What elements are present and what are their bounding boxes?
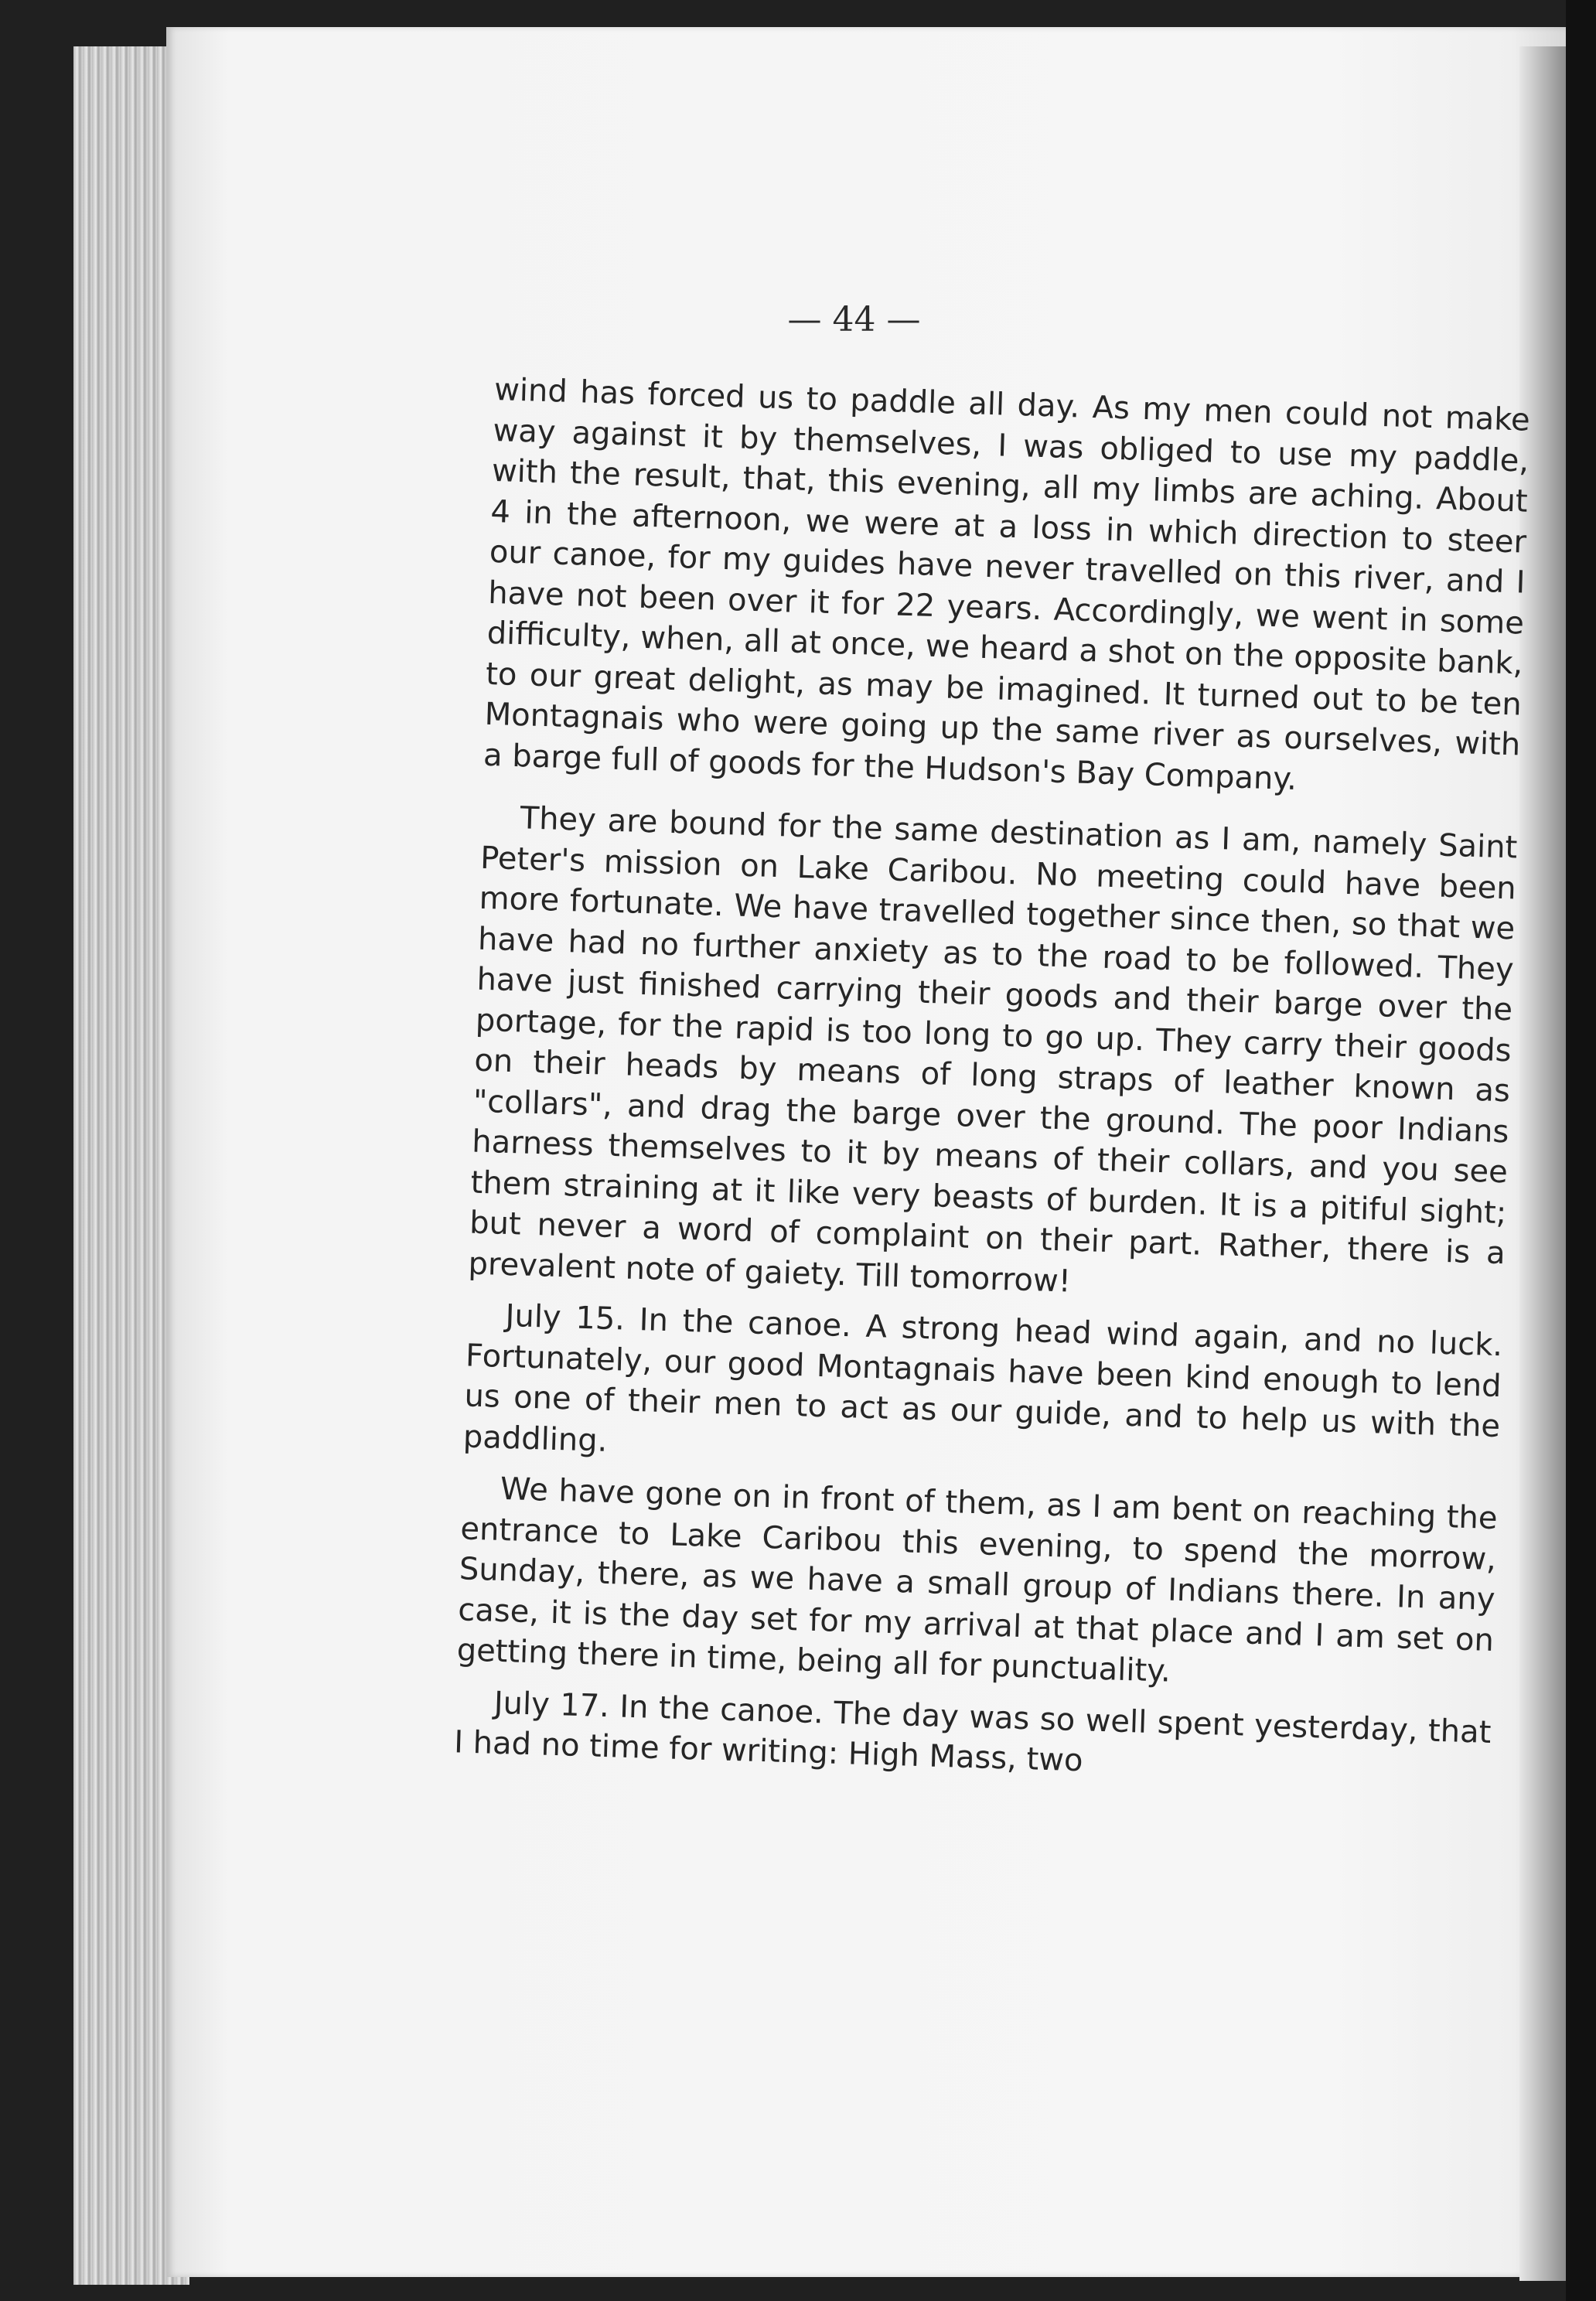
paragraph-5: July 17. In the canoe. The day was so well spent yesterday, that I had no time for writing: High Mass, two <box>453 1685 1492 1779</box>
paragraph-3: July 15. In the canoe. A strong head wind again, and no luck. Fortunately, our good Montagnais have been kind enough to lend us one of their men to act as our guide, and to help us with the paddling. <box>462 1297 1503 1459</box>
page-number: — 44 — <box>787 300 921 339</box>
binding-shadow <box>1519 46 1566 2281</box>
body-text <box>454 370 1531 1793</box>
paragraph-1: wind has forced us to paddle all day. As my men could not make way against it by themselves, I was obliged to use my paddle, with the result, that, this evening, all my limbs are aching. About 4 in the afternoon, we were at a loss in which direction to steer our canoe, for my guides have never travelled on this river, and I have not been over it for 22 years. Accordingly, we went in some difficulty, when, all at once, we heard a shot on the opposite bank, to our great delight, as may be imagined. It turned out to be ten Montagnais who were going up the same river as ourselves, with a barge full of goods for the Hudson's Bay Company. <box>483 371 1531 797</box>
paragraph-4: We have gone on in front of them, as I am bent on reaching the entrance to Lake Caribou this evening, to spend the morrow, Sunday, there, as we have a small group of Indians there. In any case, it is the day set for my arrival at that place and I am set on getting there in time, being all for punctuality. <box>456 1471 1499 1689</box>
paragraph-2: They are bound for the same destination as I am, namely Saint Peter's mission on Lake Caribou. No meeting could have been more fortunate. We have travelled together since then, so that we have had no further anxiety as to the road to be followed. They have just finished carrying their goods and their barge over the portage, for the rapid is too long to go up. They carry their goods on their heads by means of long straps of leather known as "collars", and drag the barge over the ground. The poor Indians harness themselves to it by means of their collars, and you see them straining at it like very beasts of burden. It is a pitiful sight; but never a word of complaint on their part. Rather, there is a prevalent note of gaiety. Till tomorrow! <box>468 800 1518 1300</box>
scan-background <box>1566 0 1596 2301</box>
